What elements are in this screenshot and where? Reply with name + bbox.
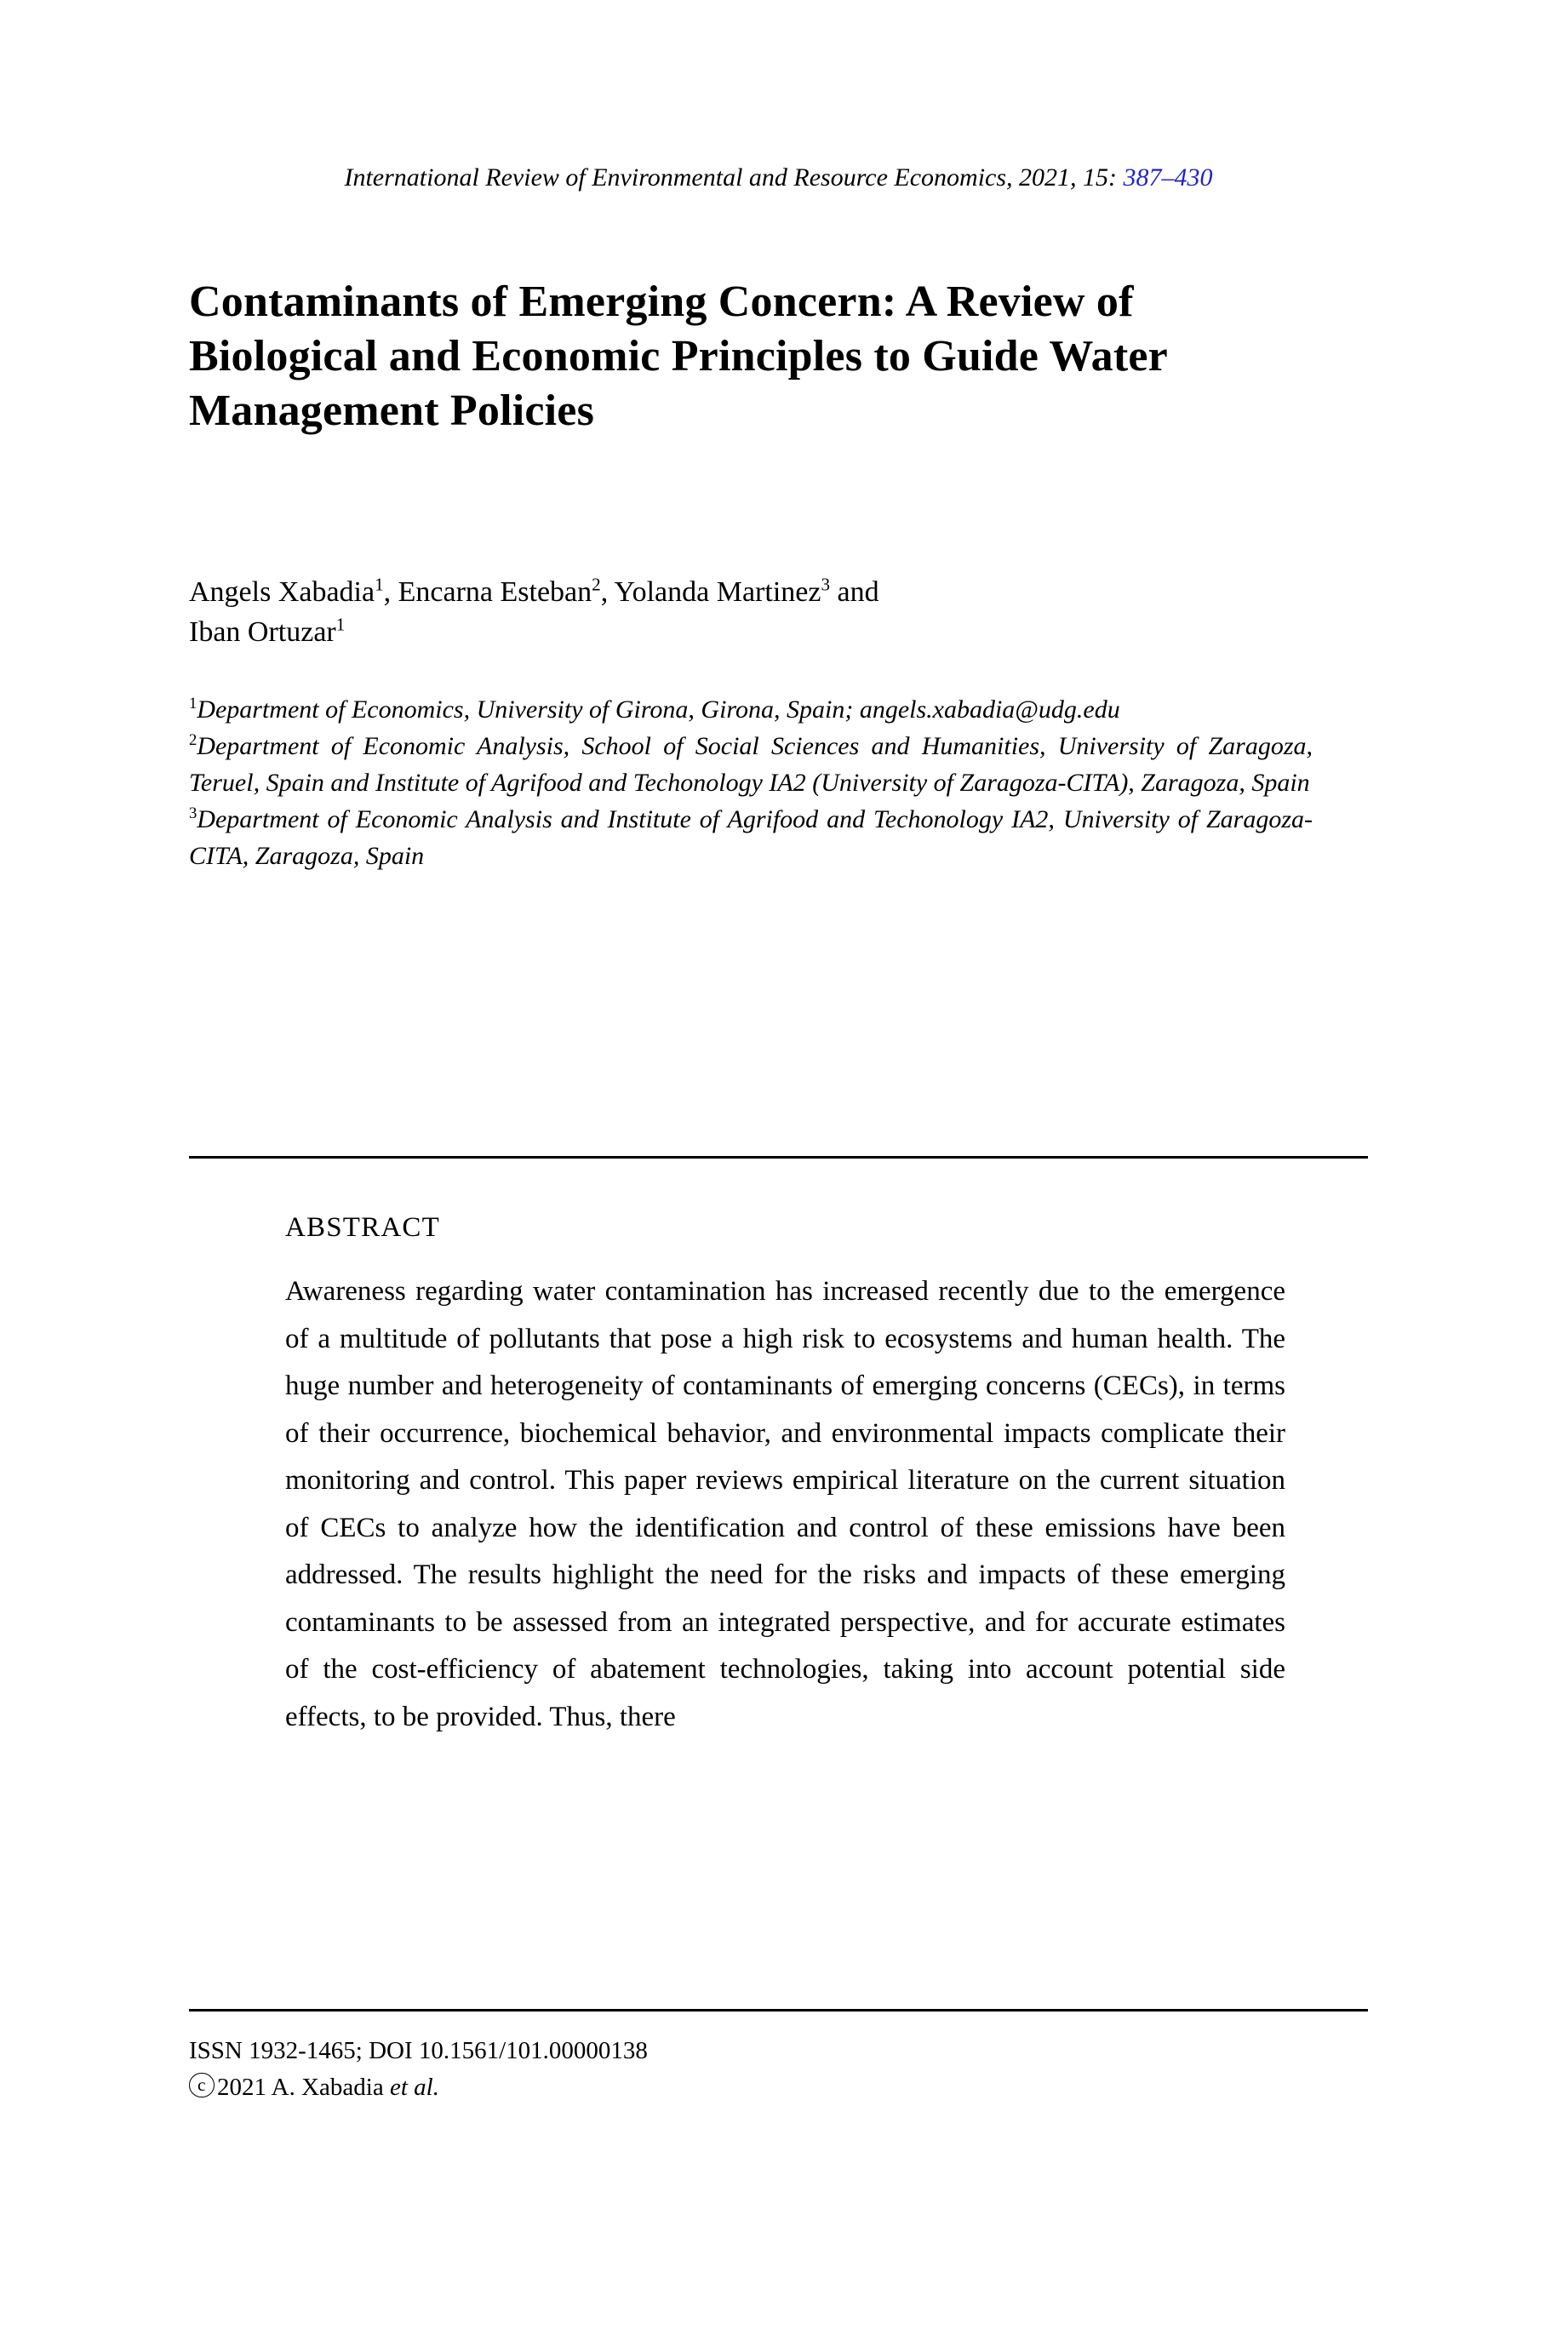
abstract-heading: ABSTRACT [285,1212,440,1243]
copyright-etal: et al. [389,2074,439,2101]
affiliation-item-2 [189,728,1313,801]
affiliation-item-3 [189,801,1313,874]
author-affiliation-marker-1: 1 [375,574,384,595]
journal-citation-text: International Review of Environmental and Resource Economics, 2021, 15: [344,163,1124,192]
author-affiliation-marker-2: 2 [592,574,601,595]
author-name-1: Angels Xabadia [189,576,375,608]
copyright-line [189,2069,1368,2106]
affiliation-marker-2: 2 [189,731,197,749]
author-name-2: Encarna Esteban [398,576,592,608]
affiliation-text-3: Department of Economic Analysis and Institute of Agrifood and Techonology IA2, University of Zaragoza-CITA, Zaragoza, Spain [189,805,1313,870]
copyright-icon [189,2073,215,2098]
author-separator-1: , [383,576,398,608]
author-name-3: Yolanda Martinez [614,576,821,608]
journal-running-header [189,160,1368,196]
issn-doi-line: ISSN 1932-1465; DOI 10.1561/101.00000138 [189,2037,648,2064]
abstract-top-divider [189,1156,1368,1159]
affiliation-marker-1: 1 [189,695,197,712]
abstract-body: Awareness regarding water contamination has increased recently due to the emergence of a multitude of pollutants that pose a high risk to ecosystems and human health. The huge number and heterogeneity of contaminants of emerging concerns (CECs), in terms of their occurrence, biochemical behavior, and environmental impacts complicate their monitoring and control. This paper reviews empirical literature on the current situation of CECs to analyze how the identification and control of these emissions have been addressed. The results highlight the need for the risks and impacts of these emerging contaminants to be assessed from an integrated perspective, and for accurate estimates of the cost-efficiency of abatement technologies, taking into account potential side effects, to be provided. Thus, there [285,1276,1285,1732]
page-range-link[interactable]: 387–430 [1123,163,1213,192]
author-separator-2: , [600,576,615,608]
affiliation-text-2: Department of Economic Analysis, School of Social Sciences and Humanities, University of Zaragoza, Teruel, Spain and Institute of Agrifood and Techonology IA2 (University of Zaragoza-CITA), Zaragoza, Spain [189,732,1313,797]
affiliation-list [189,691,1313,874]
copyright-text: 2021 A. Xabadia [217,2074,390,2101]
page-footer [189,2033,1368,2106]
page-title: Contaminants of Emerging Concern: A Review of Biological and Economic Principles to Guide Water Management Policies [189,277,1168,435]
author-affiliation-marker-3: 3 [821,574,830,595]
author-name-4: Iban Ortuzar [189,616,336,648]
author-affiliation-marker-4: 1 [335,614,346,635]
abstract-section [285,1209,1285,1741]
author-conjunction: and [830,576,879,608]
affiliation-marker-3: 3 [189,804,197,822]
footer-divider [189,2009,1368,2012]
affiliation-item-1 [189,691,1313,728]
author-list [189,572,1296,652]
affiliation-text-1: Department of Economics, University of Girona, Girona, Spain; angels.xabadia@udg.edu [197,695,1120,724]
